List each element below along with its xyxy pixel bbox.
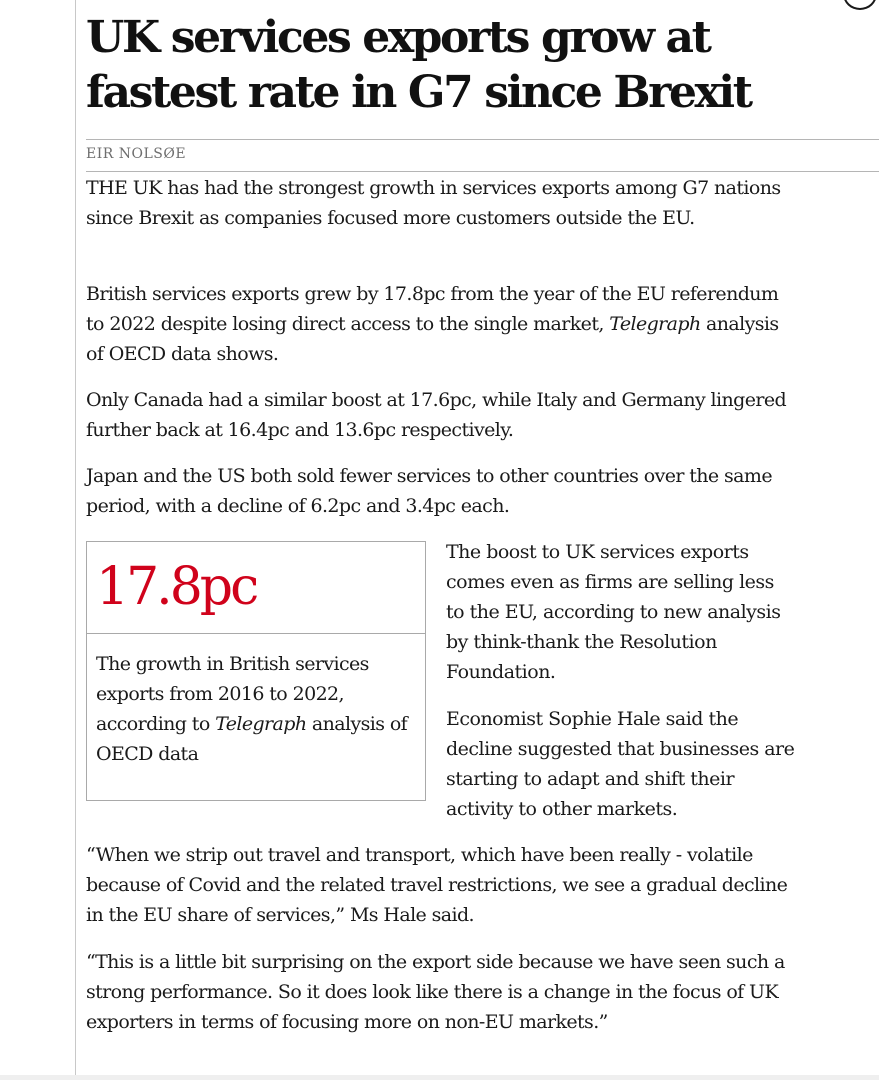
byline-divider-bottom <box>86 171 879 172</box>
paragraph-canada: Only Canada had a similar boost at 17.6pc, while Italy and Germany lingered further back at 16.4pc and 13.6pc respectively. <box>86 389 787 441</box>
paragraph-japan-us: Japan and the US both sold fewer services to other countries over the same period, with a decline of 6.2pc and 3.4pc each. <box>86 465 772 517</box>
publication-name: Telegraph <box>215 713 307 735</box>
paragraph-text: analysis of OECD data shows. <box>86 313 779 365</box>
article-byline[interactable]: EIR NOLSØE <box>86 146 187 162</box>
paragraph-uk-growth <box>86 279 791 369</box>
byline-divider-top <box>86 139 879 140</box>
stat-caption-text: analysis of OECD data <box>96 713 408 765</box>
paragraph-text: British services exports grew by 17.8pc from the year of the EU referendum to 2022 despite losing direct access to the single market, <box>86 283 779 335</box>
paragraph-intro: THE UK has had the strongest growth in services exports among G7 nations since Brexit as companies focused more customers outside the EU. <box>86 177 781 229</box>
paragraph-quote-travel: “When we strip out travel and transport, which have been really - volatile because of Covid and the related travel restrictions, we see a gradual decline in the EU share of services,” Ms Hale said. <box>86 844 788 926</box>
publication-name: Telegraph <box>609 313 701 335</box>
stat-value: 17.8pc <box>96 557 257 617</box>
stat-caption-text: The growth in British services exports from 2016 to 2022, according to <box>96 653 369 735</box>
paragraph-resolution-foundation: The boost to UK services exports comes even as firms are selling less to the EU, according to new analysis by think-thank the Resolution Foundation. <box>446 541 781 683</box>
article-headline: UK services exports grow at fastest rate in G7 since Brexit <box>86 12 751 118</box>
stat-callout-box <box>86 541 426 801</box>
stat-caption <box>96 649 421 769</box>
stat-divider <box>87 633 425 634</box>
bottom-edge <box>0 1075 879 1080</box>
paragraph-sophie-hale: Economist Sophie Hale said the decline suggested that businesses are starting to adapt and shift their activity to other markets. <box>446 708 795 820</box>
paragraph-quote-exporters: “This is a little bit surprising on the export side because we have seen such a strong performance. So it does look like there is a change in the focus of UK exporters in terms of focusing more on non-EU markets.” <box>86 951 785 1033</box>
left-margin-rule <box>75 0 76 1080</box>
close-icon[interactable] <box>843 0 877 10</box>
